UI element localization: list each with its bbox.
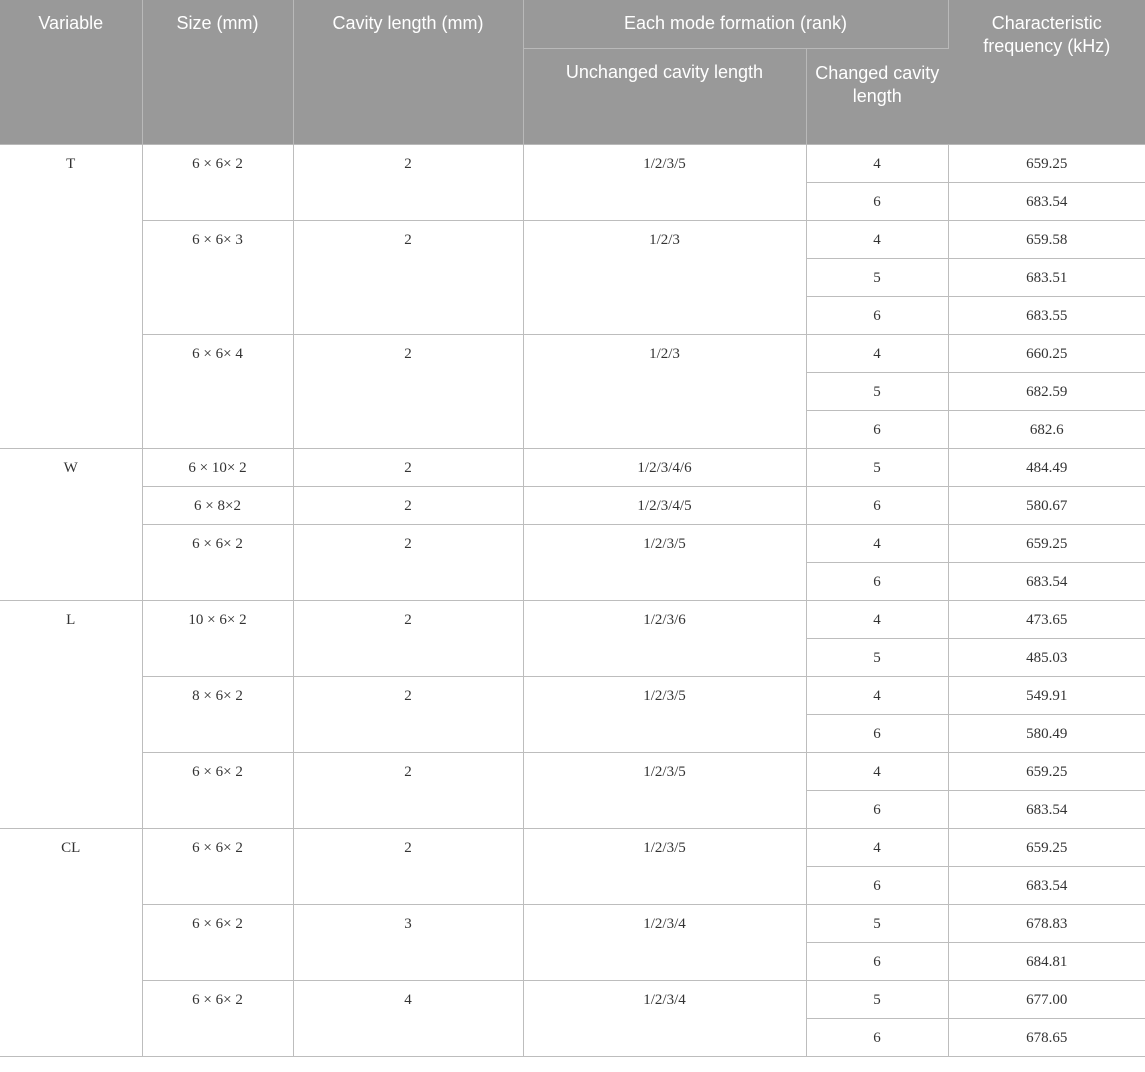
frequency-cell: 659.25 <box>948 829 1145 867</box>
table-row <box>0 221 1145 259</box>
changed-mode-cell: 5 <box>806 639 948 677</box>
changed-mode-cell: 4 <box>806 601 948 639</box>
size-cell: 6 × 6× 2 <box>142 981 293 1057</box>
frequency-cell: 678.83 <box>948 905 1145 943</box>
changed-mode-cell: 6 <box>806 563 948 601</box>
size-cell: 6 × 6× 4 <box>142 335 293 449</box>
frequency-cell: 659.25 <box>948 145 1145 183</box>
frequency-cell: 683.51 <box>948 259 1145 297</box>
changed-mode-cell: 5 <box>806 981 948 1019</box>
cavity-length-cell: 2 <box>293 677 523 753</box>
size-cell: 8 × 6× 2 <box>142 677 293 753</box>
cavity-length-cell: 2 <box>293 449 523 487</box>
size-cell: 6 × 6× 3 <box>142 221 293 335</box>
frequency-cell: 683.54 <box>948 791 1145 829</box>
changed-mode-cell: 4 <box>806 221 948 259</box>
changed-mode-cell: 6 <box>806 867 948 905</box>
frequency-cell: 677.00 <box>948 981 1145 1019</box>
unchanged-modes-cell: 1/2/3 <box>523 335 806 449</box>
header-size: Size (mm) <box>142 0 293 145</box>
cavity-length-cell: 2 <box>293 335 523 449</box>
changed-mode-cell: 4 <box>806 753 948 791</box>
unchanged-modes-cell: 1/2/3/4/6 <box>523 449 806 487</box>
variable-cell: T <box>0 145 142 449</box>
changed-mode-cell: 6 <box>806 943 948 981</box>
table-body <box>0 145 1145 1057</box>
frequency-cell: 659.25 <box>948 753 1145 791</box>
changed-mode-cell: 6 <box>806 1019 948 1057</box>
frequency-cell: 484.49 <box>948 449 1145 487</box>
cavity-length-cell: 2 <box>293 221 523 335</box>
unchanged-modes-cell: 1/2/3/4 <box>523 905 806 981</box>
size-cell: 6 × 6× 2 <box>142 829 293 905</box>
frequency-cell: 683.54 <box>948 867 1145 905</box>
cavity-length-cell: 2 <box>293 601 523 677</box>
frequency-cell: 678.65 <box>948 1019 1145 1057</box>
size-cell: 6 × 6× 2 <box>142 753 293 829</box>
unchanged-modes-cell: 1/2/3/5 <box>523 145 806 221</box>
cavity-length-cell: 2 <box>293 145 523 221</box>
variable-cell: W <box>0 449 142 601</box>
table-row <box>0 601 1145 639</box>
frequency-cell: 683.54 <box>948 183 1145 221</box>
table-row <box>0 145 1145 183</box>
table-header <box>0 0 1145 145</box>
cavity-length-cell: 2 <box>293 525 523 601</box>
table-row <box>0 753 1145 791</box>
table-row <box>0 487 1145 525</box>
header-characteristic-frequency: Characteristic frequency (kHz) <box>948 0 1145 145</box>
frequency-cell: 683.54 <box>948 563 1145 601</box>
cavity-length-cell: 3 <box>293 905 523 981</box>
frequency-cell: 485.03 <box>948 639 1145 677</box>
changed-mode-cell: 6 <box>806 411 948 449</box>
frequency-cell: 684.81 <box>948 943 1145 981</box>
changed-mode-cell: 6 <box>806 715 948 753</box>
changed-mode-cell: 4 <box>806 525 948 563</box>
frequency-cell: 659.58 <box>948 221 1145 259</box>
changed-mode-cell: 4 <box>806 335 948 373</box>
changed-mode-cell: 6 <box>806 791 948 829</box>
frequency-cell: 660.25 <box>948 335 1145 373</box>
frequency-cell: 549.91 <box>948 677 1145 715</box>
unchanged-modes-cell: 1/2/3/5 <box>523 753 806 829</box>
unchanged-modes-cell: 1/2/3 <box>523 221 806 335</box>
size-cell: 10 × 6× 2 <box>142 601 293 677</box>
table-row <box>0 677 1145 715</box>
unchanged-modes-cell: 1/2/3/6 <box>523 601 806 677</box>
cavity-length-cell: 2 <box>293 487 523 525</box>
variable-cell: L <box>0 601 142 829</box>
changed-mode-cell: 5 <box>806 449 948 487</box>
size-cell: 6 × 10× 2 <box>142 449 293 487</box>
cavity-length-cell: 2 <box>293 829 523 905</box>
table-row <box>0 829 1145 867</box>
table-row <box>0 525 1145 563</box>
cavity-length-cell: 4 <box>293 981 523 1057</box>
table-row <box>0 449 1145 487</box>
changed-mode-cell: 4 <box>806 677 948 715</box>
frequency-cell: 682.6 <box>948 411 1145 449</box>
changed-mode-cell: 5 <box>806 905 948 943</box>
changed-mode-cell: 4 <box>806 145 948 183</box>
cavity-length-cell: 2 <box>293 753 523 829</box>
header-variable: Variable <box>0 0 142 145</box>
table-row <box>0 905 1145 943</box>
size-cell: 6 × 6× 2 <box>142 145 293 221</box>
size-cell: 6 × 6× 2 <box>142 525 293 601</box>
header-changed-cavity-length: Changed cavity length <box>806 49 948 145</box>
changed-mode-cell: 6 <box>806 297 948 335</box>
changed-mode-cell: 4 <box>806 829 948 867</box>
frequency-cell: 682.59 <box>948 373 1145 411</box>
frequency-cell: 580.67 <box>948 487 1145 525</box>
table-row <box>0 335 1145 373</box>
frequency-cell: 683.55 <box>948 297 1145 335</box>
frequency-cell: 580.49 <box>948 715 1145 753</box>
variable-cell: CL <box>0 829 142 1057</box>
unchanged-modes-cell: 1/2/3/5 <box>523 525 806 601</box>
table-row <box>0 981 1145 1019</box>
size-cell: 6 × 8×2 <box>142 487 293 525</box>
unchanged-modes-cell: 1/2/3/4 <box>523 981 806 1057</box>
header-unchanged-cavity-length: Unchanged cavity length <box>523 49 806 145</box>
unchanged-modes-cell: 1/2/3/4/5 <box>523 487 806 525</box>
header-mode-formation: Each mode formation (rank) <box>523 0 948 49</box>
size-cell: 6 × 6× 2 <box>142 905 293 981</box>
changed-mode-cell: 5 <box>806 373 948 411</box>
changed-mode-cell: 6 <box>806 183 948 221</box>
frequency-cell: 473.65 <box>948 601 1145 639</box>
changed-mode-cell: 6 <box>806 487 948 525</box>
header-cavity-length: Cavity length (mm) <box>293 0 523 145</box>
unchanged-modes-cell: 1/2/3/5 <box>523 677 806 753</box>
unchanged-modes-cell: 1/2/3/5 <box>523 829 806 905</box>
changed-mode-cell: 5 <box>806 259 948 297</box>
frequency-cell: 659.25 <box>948 525 1145 563</box>
